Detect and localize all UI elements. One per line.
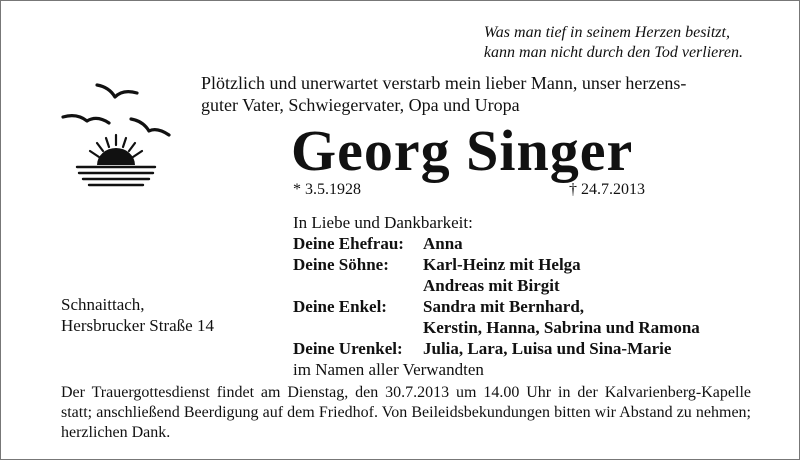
- sunset-with-seagulls-icon: [57, 77, 187, 187]
- address-line: Schnaittach,: [61, 295, 145, 314]
- family-list: [293, 212, 700, 380]
- funeral-notice: Der Trauergottesdienst findet am Dienstag, den 30.7.2013 um 14.00 Uhr in der Kalvarienberg-Kapelle statt; anschließend Beerdigung auf dem Friedhof. Von Beileidsbekundungen bitten wir Abstand zu nehmen; herzlichen Dank.: [61, 384, 751, 441]
- motto-line: Was man tief in seinem Herzen besitzt,: [483, 24, 730, 41]
- family-row: [293, 254, 700, 275]
- family-row: [293, 296, 700, 317]
- family-row: [293, 338, 700, 359]
- family-row: [293, 233, 700, 254]
- relative-names: Julia, Lara, Luisa und Sina-Marie: [423, 339, 672, 358]
- deceased-name: Georg Singer: [291, 118, 634, 183]
- relative-names: Kerstin, Hanna, Sabrina und Ramona: [423, 318, 700, 337]
- relation-label: Deine Ehefrau:: [293, 234, 404, 253]
- relation-label: Deine Urenkel:: [293, 339, 403, 358]
- relative-names: Karl-Heinz mit Helga: [423, 255, 581, 274]
- relative-names: Andreas mit Birgit: [423, 276, 560, 295]
- motto-quote: [484, 23, 743, 63]
- intro-text: [201, 72, 686, 116]
- relation-label: [293, 317, 423, 338]
- family-row: [293, 317, 700, 338]
- family-heading: In Liebe und Dankbarkeit:: [293, 213, 473, 232]
- address-line: Hersbrucker Straße 14: [61, 316, 214, 335]
- death-date: † 24.7.2013: [569, 181, 645, 198]
- relative-names: Sandra mit Bernhard,: [423, 297, 585, 316]
- family-closing: im Namen aller Verwandten: [293, 360, 484, 379]
- relative-names: Anna: [423, 234, 463, 253]
- relation-label: [293, 275, 423, 296]
- intro-line: guter Vater, Schwiegervater, Opa und Uropa: [201, 95, 520, 115]
- relation-label: Deine Enkel:: [293, 297, 387, 316]
- family-row: [293, 275, 700, 296]
- relation-label: Deine Söhne:: [293, 255, 389, 274]
- motto-line: kann man nicht durch den Tod verlieren.: [483, 44, 743, 61]
- address: [61, 294, 214, 336]
- birth-date: * 3.5.1928: [293, 181, 361, 198]
- intro-line: Plötzlich und unerwartet verstarb mein lieber Mann, unser herzens-: [201, 73, 687, 93]
